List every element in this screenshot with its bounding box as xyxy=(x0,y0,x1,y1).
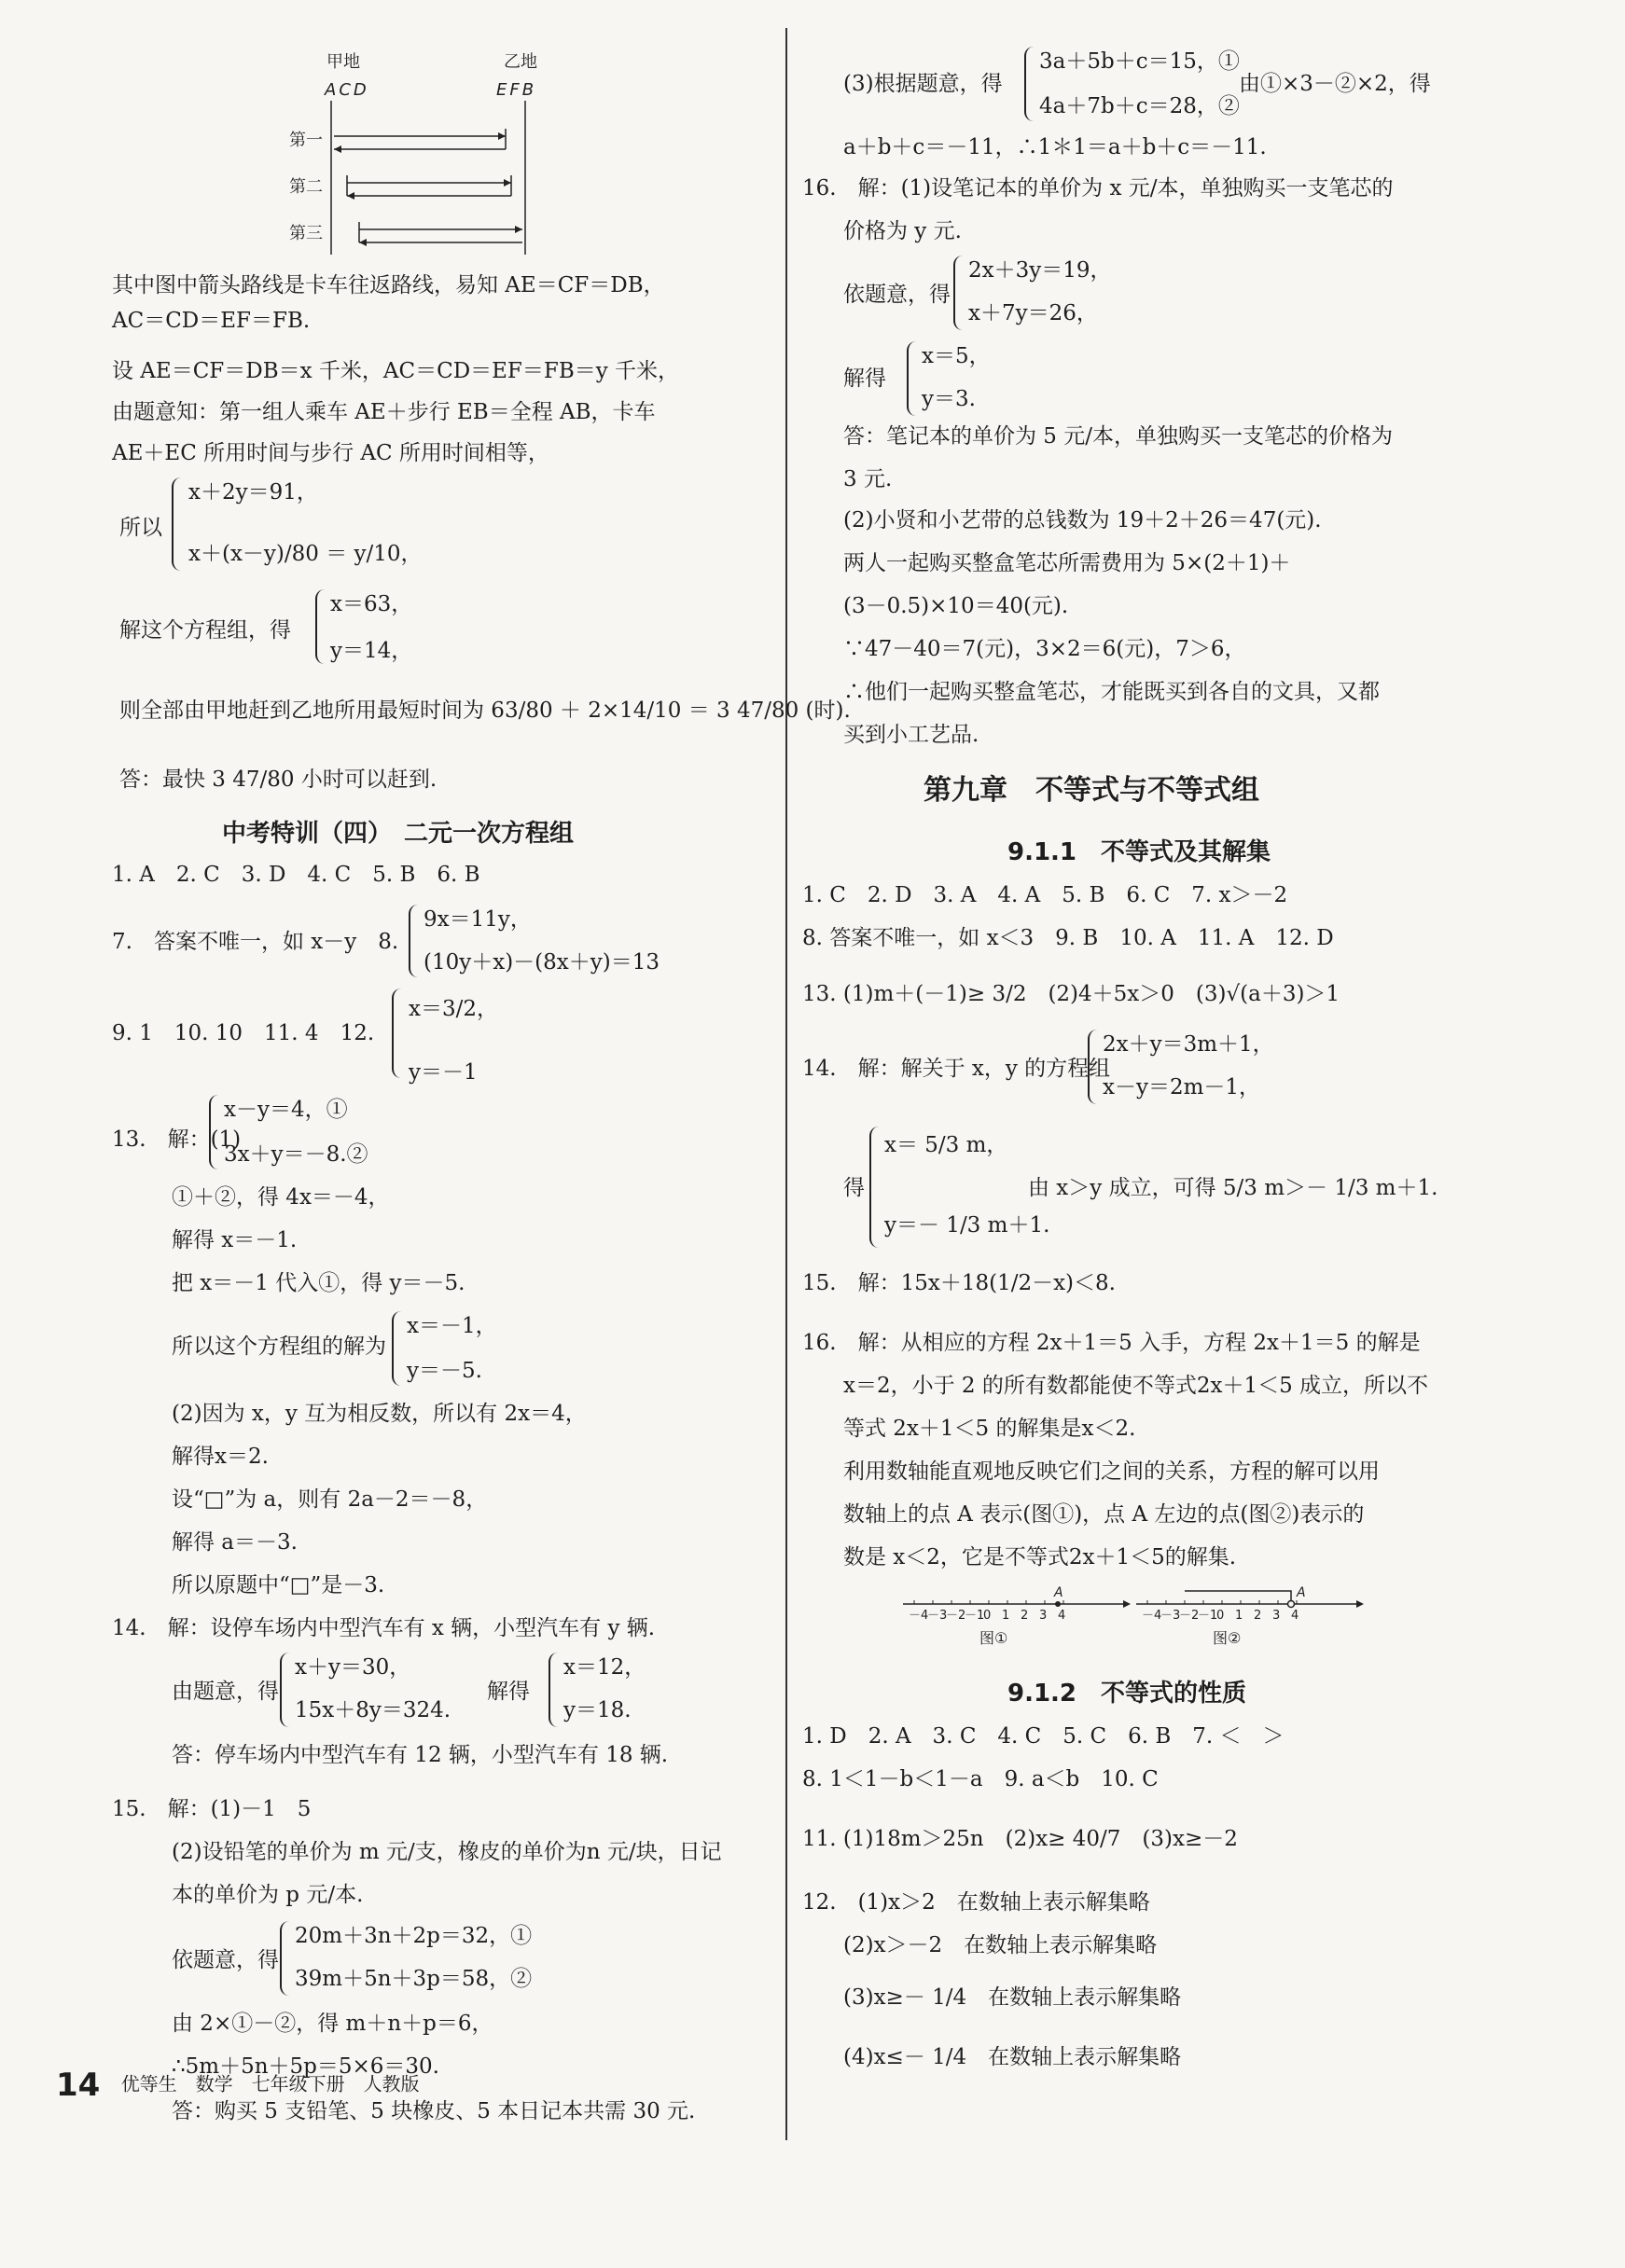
equation: y＝－ 1/3 m＋1. xyxy=(884,1213,1050,1238)
axis-tick-label: 4 xyxy=(1058,1609,1066,1623)
text-line: 由①×3－②×2，得 xyxy=(1239,72,1431,96)
equation: 15x＋8y＝324. xyxy=(295,1698,451,1722)
equation: 39m＋5n＋3p＝58，② xyxy=(295,1967,533,1991)
text-line: 其中图中箭头路线是卡车往返路线，易知 AE＝CF＝DB， xyxy=(112,273,665,297)
equation: y＝18. xyxy=(563,1698,632,1722)
text-line: ∵47－40＝7(元)，3×2＝6(元)，7＞6， xyxy=(843,637,1246,661)
text-line: 3 元. xyxy=(843,467,893,491)
answer-line: 14. 解：解关于 x，y 的方程组 xyxy=(802,1057,1111,1081)
text-line: (4)x≤－ 1/4 在数轴上表示解集略 xyxy=(843,2045,1182,2069)
answer-line: 11. (1)18m＞25n (2)x≥ 40/7 (3)x≥－2 xyxy=(802,1827,1238,1851)
answer-line: 1. D 2. A 3. C 4. C 5. C 6. B 7. ＜ ＞ xyxy=(802,1724,1285,1749)
text-line: 解得 a＝－3. xyxy=(172,1530,298,1555)
equation: x－y＝4，① xyxy=(224,1098,348,1122)
equation-brace xyxy=(280,1921,291,1996)
text-line: 所以原题中“□”是－3. xyxy=(172,1573,385,1597)
answer-line: 12. (1)x＞2 在数轴上表示解集略 xyxy=(802,1890,1150,1915)
point-a-label: A xyxy=(1054,1585,1063,1600)
axis-tick-label: 3 xyxy=(1039,1609,1048,1623)
text-line: 设 AE＝CF＝DB＝x 千米，AC＝CD＝EF＝FB＝y 千米， xyxy=(112,359,680,383)
text-line: 价格为 y 元. xyxy=(843,219,962,243)
equation: x＝5， xyxy=(922,344,991,368)
text-line: (2)小贤和小艺带的总钱数为 19＋2＋26＝47(元). xyxy=(843,508,1322,532)
text-line: 答：停车场内中型汽车有 12 辆，小型汽车有 18 辆. xyxy=(172,1743,669,1767)
axis-tick-label: 1 xyxy=(1235,1609,1243,1623)
section-heading: 中考特训（四） 二元一次方程组 xyxy=(222,820,575,848)
figure-caption: 图① xyxy=(979,1629,1008,1647)
equation: x＋7y＝26， xyxy=(968,301,1098,325)
answer-line: 15. 解：(1)－1 5 xyxy=(112,1797,312,1821)
equation: 2x＋3y＝19， xyxy=(968,258,1112,283)
equation-brace xyxy=(392,1311,403,1386)
text-line: (2)x＞－2 在数轴上表示解集略 xyxy=(843,1933,1158,1957)
row-label-3: 第三 xyxy=(289,224,323,243)
axis-tick-label: －2 xyxy=(1179,1609,1200,1623)
place-a-label: 甲地 xyxy=(326,52,360,72)
axis-tick-label: －1 xyxy=(965,1609,985,1623)
answer-line: 13. 解：(1) xyxy=(112,1127,242,1152)
axis-tick-label: 1 xyxy=(1002,1609,1010,1623)
point-a-label: A xyxy=(1297,1585,1306,1600)
equation: y＝－5. xyxy=(407,1359,482,1383)
equation-brace xyxy=(392,989,403,1078)
equation-brace xyxy=(953,256,965,330)
equation: x＋(x－y)/80 ＝ y/10， xyxy=(188,542,423,566)
chapter-title: 第九章 不等式与不等式组 xyxy=(924,774,1259,807)
answer-line: 16. 解：从相应的方程 2x＋1＝5 入手，方程 2x＋1＝5 的解是 xyxy=(802,1331,1421,1355)
equation: (10y＋x)－(8x＋y)＝13 xyxy=(424,950,660,975)
equation: 2x＋y＝3m＋1， xyxy=(1103,1032,1274,1057)
equation-brace xyxy=(869,1127,881,1248)
page-footer xyxy=(56,2067,420,2104)
figure-caption: 图② xyxy=(1213,1629,1242,1647)
text-line: 由 x＞y 成立，可得 5/3 m＞－ 1/3 m＋1. xyxy=(1028,1176,1438,1200)
text-line: 由题意知：第一组人乘车 AE＋步行 EB＝全程 AB，卡车 xyxy=(112,400,656,424)
axis-tick-label: 2 xyxy=(1254,1609,1262,1623)
equation: x＋2y＝91， xyxy=(188,480,318,505)
book-info: 优等生 数学 七年级下册 人教版 xyxy=(120,2072,420,2095)
equation: x＝－1， xyxy=(407,1314,497,1338)
answer-line: 1. A 2. C 3. D 4. C 5. B 6. B xyxy=(112,863,480,887)
answer-line: 9. 1 10. 10 11. 4 12. xyxy=(112,1021,375,1045)
equation: x＝ 5/3 m， xyxy=(884,1133,1008,1157)
text-line: 本的单价为 p 元/本. xyxy=(172,1883,364,1907)
row-label-1: 第一 xyxy=(289,131,323,150)
text-line: 解得 x＝－1. xyxy=(172,1228,298,1252)
equation: x＝63， xyxy=(330,592,413,616)
text-line: 依题意，得 xyxy=(843,283,951,307)
text-line: ∴5m＋5n＋5p＝5×6＝30. xyxy=(172,2054,439,2079)
row-label-2: 第二 xyxy=(289,177,323,197)
text-line: 答：购买 5 支铅笔、5 块橡皮、5 本日记本共需 30 元. xyxy=(172,2099,696,2123)
page-number: 14 xyxy=(56,2067,101,2104)
equation: y＝－1 xyxy=(409,1060,478,1085)
text-line: (3－0.5)×10＝40(元). xyxy=(843,594,1069,618)
text-line: 数是 x＜2，它是不等式2x＋1＜5的解集. xyxy=(843,1545,1237,1570)
text-line: 两人一起购买整盒笔芯所需费用为 5×(2＋1)＋ xyxy=(843,551,1291,575)
text-line: 解这个方程组，得 xyxy=(119,618,291,643)
text-line: (2)因为 x，y 互为相反数，所以有 2x＝4， xyxy=(172,1402,587,1426)
text-line: AC＝CD＝EF＝FB. xyxy=(112,309,311,333)
axis-tick-label: －4 xyxy=(1142,1609,1162,1623)
text-line: ∴他们一起购买整盒笔芯，才能既买到各自的文具，又都 xyxy=(843,680,1380,704)
equation: 3x＋y＝－8.② xyxy=(224,1142,368,1167)
equation: 3a＋5b＋c＝15，① xyxy=(1039,49,1240,74)
route-diagram xyxy=(289,45,597,269)
text-line: (3)x≥－ 1/4 在数轴上表示解集略 xyxy=(843,1985,1182,2010)
text-line: 所以 xyxy=(119,516,162,540)
axis-tick-label: －2 xyxy=(946,1609,966,1623)
equation-brace xyxy=(315,589,326,664)
axis-tick-label: 4 xyxy=(1291,1609,1299,1623)
text-line: 解得x＝2. xyxy=(172,1445,269,1469)
place-b-label: 乙地 xyxy=(504,52,537,72)
answer-line: 1. C 2. D 3. A 4. A 5. B 6. C 7. x＞－2 xyxy=(802,883,1288,907)
equation-brace xyxy=(280,1653,291,1727)
axis-tick-label: 2 xyxy=(1021,1609,1029,1623)
answer-line: 15. 解：15x＋18(1/2－x)＜8. xyxy=(802,1271,1116,1295)
text-line: 买到小工艺品. xyxy=(843,723,979,747)
answer-line: 7. 答案不唯一，如 x－y 8. xyxy=(112,930,399,954)
text-line: 所以这个方程组的解为 xyxy=(172,1335,386,1359)
text-line: 设“□”为 a，则有 2a－2＝－8， xyxy=(172,1487,488,1512)
section-heading: 9.1.1 不等式及其解集 xyxy=(1007,838,1271,866)
text-line: 等式 2x＋1＜5 的解集是x＜2. xyxy=(843,1417,1136,1441)
equation-brace xyxy=(549,1653,560,1727)
axis-tick-label: －4 xyxy=(909,1609,929,1623)
equation: 9x＝11y， xyxy=(424,907,532,932)
equation-brace xyxy=(1088,1030,1099,1104)
text-line: AE＋EC 所用时间与步行 AC 所用时间相等， xyxy=(112,441,549,465)
equation: 20m＋3n＋2p＝32，① xyxy=(295,1924,533,1948)
answer-line: 8. 1＜1－b＜1－a 9. a＜b 10. C xyxy=(802,1767,1159,1791)
axis-tick-label: 0 xyxy=(1216,1609,1225,1623)
right-points-label: EFB xyxy=(496,80,537,100)
number-line-fig2 xyxy=(1129,1582,1371,1656)
column-divider xyxy=(785,28,787,2140)
text-line: 依题意，得 xyxy=(172,1948,279,1972)
answer-line: 16. 解：(1)设笔记本的单价为 x 元/本，单独购买一支笔芯的 xyxy=(802,176,1394,201)
text-line: 答：最快 3 47/80 小时可以赶到. xyxy=(119,768,438,792)
text-line: 由 2×①－②，得 m＋n＋p＝6， xyxy=(172,2012,493,2036)
equation: 4a＋7b＋c＝28，② xyxy=(1039,94,1240,118)
axis-tick-label: －3 xyxy=(927,1609,948,1623)
text-line: 把 x＝－1 代入①，得 y＝－5. xyxy=(172,1271,465,1295)
equation: x＝12， xyxy=(563,1655,646,1680)
equation: x－y＝2m－1， xyxy=(1103,1075,1261,1099)
equation: y＝14， xyxy=(330,639,413,663)
equation-brace xyxy=(409,905,420,977)
equation-brace xyxy=(1024,47,1035,121)
text-line: 解得 xyxy=(487,1680,530,1704)
text-line: 解得 xyxy=(843,366,886,391)
text-line: a＋b＋c＝－11，∴1＊1＝a＋b＋c＝－11. xyxy=(843,135,1267,159)
equation: x＋y＝30， xyxy=(295,1655,411,1680)
axis-tick-label: 3 xyxy=(1272,1609,1281,1623)
answer-line: 13. (1)m＋(－1)≥ 3/2 (2)4＋5x＞0 (3)√(a＋3)＞1 xyxy=(802,982,1340,1006)
axis-tick-label: －1 xyxy=(1198,1609,1218,1623)
text-line: ①＋②，得 4x＝－4， xyxy=(172,1185,390,1210)
equation-brace xyxy=(907,341,918,416)
text-line: (3)根据题意，得 xyxy=(843,72,1003,96)
equation: x＝3/2， xyxy=(409,997,498,1021)
left-points-label: ACD xyxy=(325,80,369,100)
text-line: 得 xyxy=(843,1176,865,1200)
text-line: (2)设铅笔的单价为 m 元/支，橡皮的单价为n 元/块，日记 xyxy=(172,1840,722,1864)
axis-tick-label: －3 xyxy=(1160,1609,1181,1623)
text-line: 答：笔记本的单价为 5 元/本，单独购买一支笔芯的价格为 xyxy=(843,424,1394,449)
axis-tick-label: 0 xyxy=(983,1609,992,1623)
text-line: 利用数轴能直观地反映它们之间的关系，方程的解可以用 xyxy=(843,1459,1380,1484)
text-line: 数轴上的点 A 表示(图①)，点 A 左边的点(图②)表示的 xyxy=(843,1502,1365,1527)
text-line: 由题意，得 xyxy=(172,1680,279,1704)
equation: y＝3. xyxy=(922,387,976,411)
equation-brace xyxy=(209,1095,220,1169)
answer-line: 14. 解：设停车场内中型汽车有 x 辆，小型汽车有 y 辆. xyxy=(112,1616,656,1640)
equation-brace xyxy=(172,477,183,571)
section-heading: 9.1.2 不等式的性质 xyxy=(1007,1680,1247,1708)
number-line-fig1 xyxy=(896,1582,1138,1656)
text-line: x＝2，小于 2 的所有数都能使不等式2x＋1＜5 成立，所以不 xyxy=(843,1374,1429,1398)
answer-line: 8. 答案不唯一，如 x＜3 9. B 10. A 11. A 12. D xyxy=(802,926,1334,950)
text-line: 则全部由甲地赶到乙地所用最短时间为 63/80 ＋ 2×14/10 ＝ 3 47/80 (时). xyxy=(119,698,851,723)
